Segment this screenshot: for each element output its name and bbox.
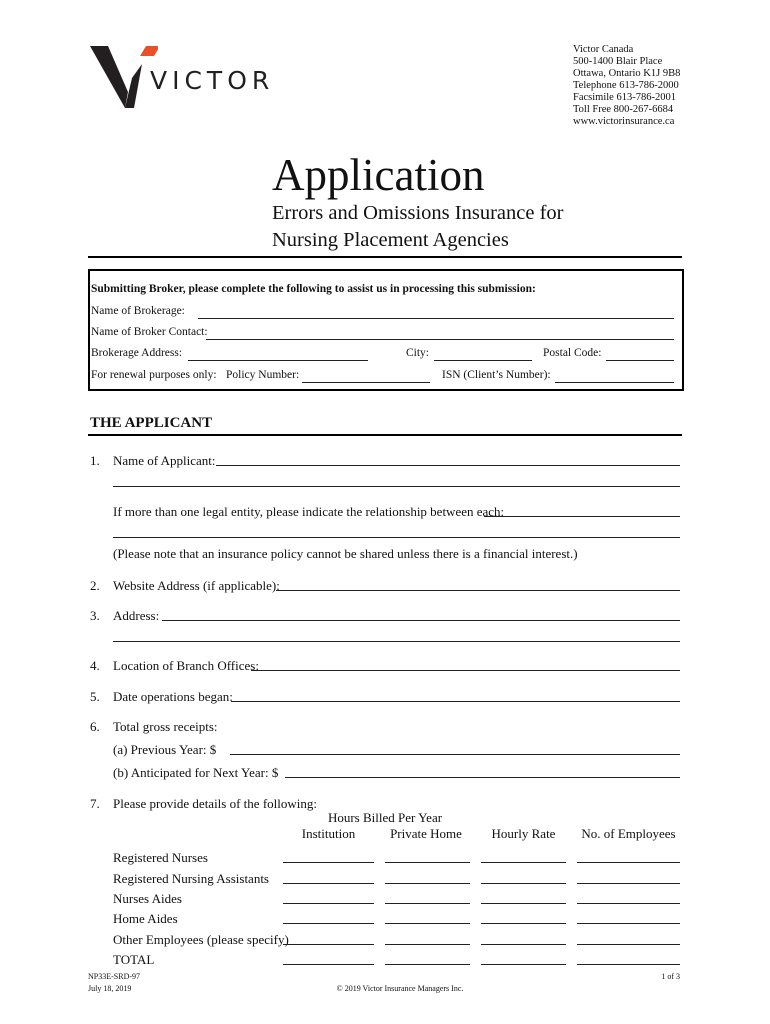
brokerage-name-field[interactable] — [198, 318, 674, 319]
hourly-rate-field[interactable] — [481, 964, 566, 965]
renewal-label: For renewal purposes only: — [91, 369, 217, 381]
employees-field[interactable] — [577, 964, 680, 965]
q1-relationship-label: If more than one legal entity, please indicate the relationship between each: — [113, 504, 505, 519]
private-home-field[interactable] — [385, 964, 470, 965]
footer-form-code: NP33E-SRD-97 — [88, 972, 141, 981]
private-home-field[interactable] — [385, 944, 470, 945]
hourly-rate-field[interactable] — [481, 944, 566, 945]
col-hourly-rate-header: Hourly Rate — [491, 826, 556, 841]
q4-number: 4. — [90, 658, 100, 673]
brokerage-address-field[interactable] — [188, 360, 368, 361]
contact-address-1: 500-1400 Blair Place — [573, 56, 663, 67]
victor-logo-mark — [88, 44, 158, 114]
address-field-2[interactable] — [113, 641, 680, 642]
victor-logo — [88, 44, 274, 114]
private-home-field[interactable] — [385, 903, 470, 904]
employees-field[interactable] — [577, 944, 680, 945]
section-divider — [88, 434, 682, 436]
postal-code-label: Postal Code: — [543, 347, 602, 359]
q1-number: 1. — [90, 453, 100, 468]
col-employees-header: No. of Employees — [581, 826, 676, 841]
employees-field[interactable] — [577, 883, 680, 884]
brokerage-name-label: Name of Brokerage: — [91, 305, 185, 317]
row-label: Registered Nursing Assistants — [113, 871, 269, 886]
private-home-field[interactable] — [385, 923, 470, 924]
q3-label: Address: — [113, 608, 160, 623]
q1-note: (Please note that an insurance policy cannot be shared unless there is a financial interest.) — [113, 546, 578, 561]
footer-copyright: © 2019 Victor Insurance Managers Inc. — [336, 984, 464, 993]
q5-number: 5. — [90, 689, 100, 704]
table-row — [0, 891, 770, 911]
table-row — [0, 952, 770, 972]
postal-code-field[interactable] — [606, 360, 674, 361]
q7-label: Please provide details of the following: — [113, 796, 317, 811]
isn-field[interactable] — [555, 382, 674, 383]
section-heading-applicant: THE APPLICANT — [90, 415, 213, 431]
contact-telephone: Telephone 613-786-2000 — [573, 80, 679, 91]
q6a-label: (a) Previous Year: $ — [113, 742, 217, 757]
isn-label: ISN (Client’s Number): — [442, 369, 551, 381]
row-label: TOTAL — [113, 952, 155, 967]
q2-label: Website Address (if applicable): — [113, 578, 280, 593]
applicant-name-field-2[interactable] — [113, 486, 680, 487]
table-row — [0, 911, 770, 931]
footer-page-number: 1 of 3 — [661, 972, 680, 981]
next-year-receipts-field[interactable] — [285, 777, 680, 778]
broker-contact-label: Name of Broker Contact: — [91, 326, 208, 338]
contact-block — [573, 44, 680, 128]
hourly-rate-field[interactable] — [481, 883, 566, 884]
hours-billed-header: Hours Billed Per Year — [327, 810, 443, 825]
date-operations-field[interactable] — [231, 701, 680, 702]
row-label: Registered Nurses — [113, 850, 208, 865]
contact-tollfree: Toll Free 800-267-6684 — [573, 104, 674, 115]
contact-name: Victor Canada — [573, 44, 634, 55]
q7-number: 7. — [90, 796, 100, 811]
col-institution-header: Institution — [301, 826, 356, 841]
row-label: Other Employees (please specify) — [113, 932, 289, 947]
city-label: City: — [406, 347, 430, 359]
contact-facsimile: Facsimile 613-786-2001 — [573, 92, 676, 103]
footer-date: July 18, 2019 — [88, 984, 132, 993]
row-label: Nurses Aides — [113, 891, 182, 906]
private-home-field[interactable] — [385, 883, 470, 884]
hourly-rate-field[interactable] — [481, 903, 566, 904]
institution-field[interactable] — [283, 944, 374, 945]
header-divider — [88, 256, 682, 258]
contact-website: www.victorinsurance.ca — [573, 116, 675, 127]
table-row — [0, 871, 770, 891]
institution-field[interactable] — [283, 903, 374, 904]
page-subtitle-line-1: Errors and Omissions Insurance for — [272, 202, 564, 224]
relationship-field[interactable] — [484, 516, 680, 517]
website-field[interactable] — [276, 590, 680, 591]
applicant-name-field[interactable] — [216, 465, 680, 466]
page-title: Application — [272, 150, 485, 200]
employees-field[interactable] — [577, 862, 680, 863]
institution-field[interactable] — [283, 964, 374, 965]
broker-instruction: Submitting Broker, please complete the following to assist us in processing this submission: — [91, 283, 536, 295]
institution-field[interactable] — [283, 883, 374, 884]
policy-number-field[interactable] — [302, 382, 430, 383]
previous-year-receipts-field[interactable] — [230, 754, 680, 755]
q5-label: Date operations began: — [113, 689, 233, 704]
private-home-field[interactable] — [385, 862, 470, 863]
logo-wordmark: VICTOR — [150, 66, 275, 95]
branch-offices-field[interactable] — [251, 670, 680, 671]
contact-address-2: Ottawa, Ontario K1J 9B8 — [573, 68, 681, 79]
page-subtitle-line-2: Nursing Placement Agencies — [272, 229, 509, 251]
institution-field[interactable] — [283, 923, 374, 924]
q1-label: Name of Applicant: — [113, 453, 216, 468]
address-field[interactable] — [162, 620, 680, 621]
broker-contact-field[interactable] — [206, 339, 674, 340]
table-row — [0, 932, 770, 952]
hourly-rate-field[interactable] — [481, 862, 566, 863]
employees-field[interactable] — [577, 923, 680, 924]
hourly-rate-field[interactable] — [481, 923, 566, 924]
row-label: Home Aides — [113, 911, 178, 926]
q4-label: Location of Branch Offices: — [113, 658, 259, 673]
q3-number: 3. — [90, 608, 100, 623]
q2-number: 2. — [90, 578, 100, 593]
employees-field[interactable] — [577, 903, 680, 904]
q6-number: 6. — [90, 719, 100, 734]
q6b-label: (b) Anticipated for Next Year: $ — [113, 765, 279, 780]
institution-field[interactable] — [283, 862, 374, 863]
table-row — [0, 850, 770, 870]
policy-number-label: Policy Number: — [226, 369, 300, 381]
city-field[interactable] — [434, 360, 532, 361]
col-private-home-header: Private Home — [390, 826, 462, 841]
relationship-field-2[interactable] — [113, 537, 680, 538]
brokerage-address-label: Brokerage Address: — [91, 347, 183, 359]
q6-label: Total gross receipts: — [113, 719, 218, 734]
